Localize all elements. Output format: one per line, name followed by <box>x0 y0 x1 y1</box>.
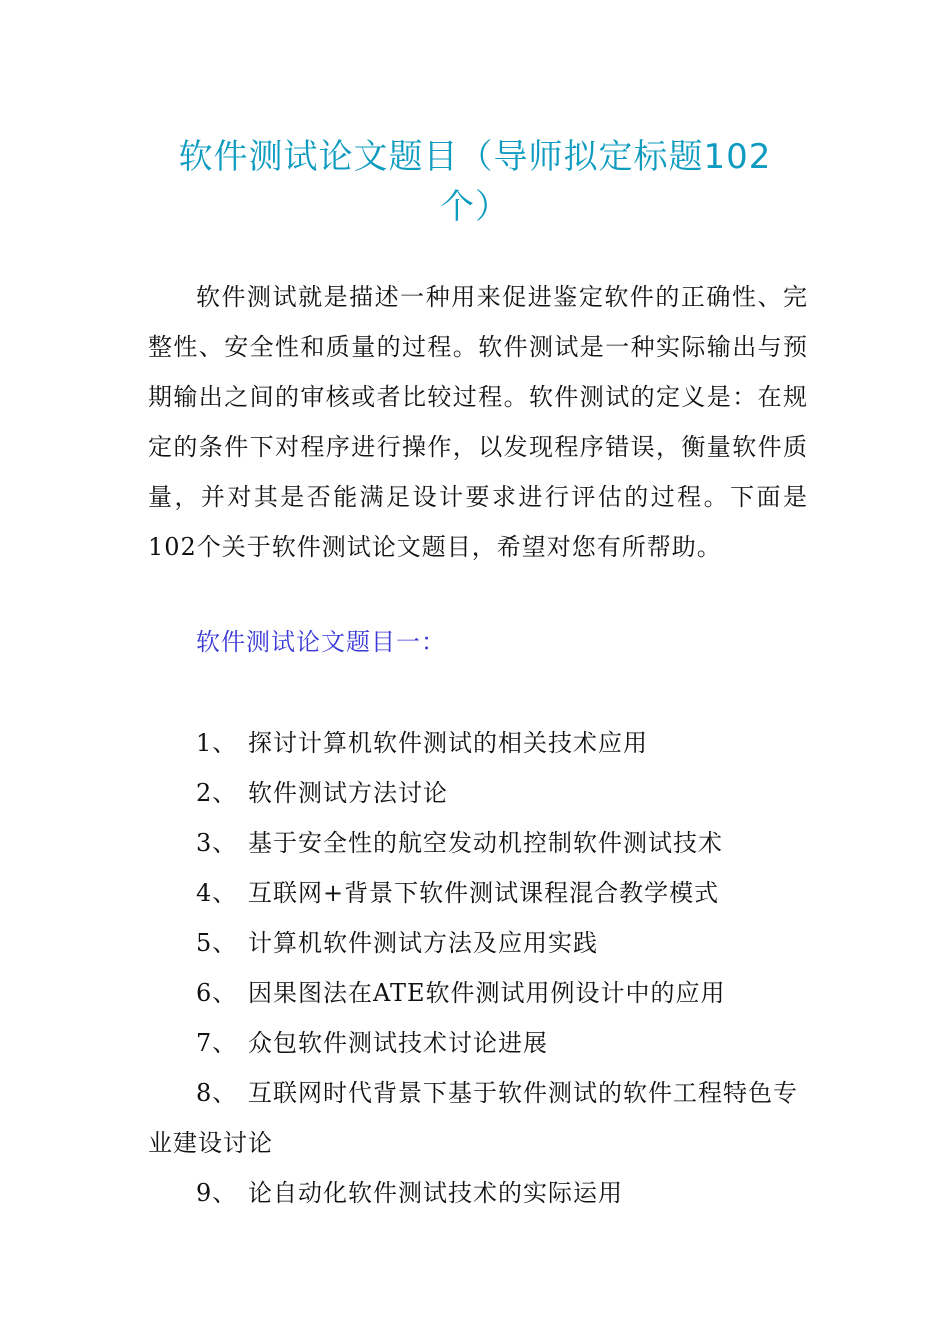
item-number: 7、 <box>196 1029 238 1057</box>
section-heading: 软件测试论文题目一： <box>196 628 446 656</box>
item-text: 基于安全性的航空发动机控制软件测试技术 <box>248 829 723 857</box>
item-text: 互联网+背景下软件测试课程混合教学模式 <box>248 879 720 907</box>
document-title <box>100 132 850 232</box>
list-item <box>148 918 808 968</box>
item-text: 计算机软件测试方法及应用实践 <box>248 929 598 957</box>
item-text: 因果图法在ATE软件测试用例设计中的应用 <box>248 979 726 1007</box>
title-line-2: 个） <box>440 187 510 227</box>
list-item <box>148 718 808 768</box>
list-item <box>148 968 808 1018</box>
topic-list <box>148 718 808 1218</box>
item-number: 1、 <box>196 729 238 757</box>
list-item <box>148 1168 808 1218</box>
list-item <box>148 768 808 818</box>
item-text: 互联网时代背景下基于软件测试的软件工程特色专业建设讨论 <box>148 1079 798 1157</box>
item-number: 2、 <box>196 779 238 807</box>
list-item <box>148 868 808 918</box>
title-line-1: 软件测试论文题目（导师拟定标题102 <box>178 137 772 177</box>
item-number: 5、 <box>196 929 238 957</box>
list-item <box>148 1068 808 1168</box>
item-number: 8、 <box>196 1079 238 1107</box>
item-text: 探讨计算机软件测试的相关技术应用 <box>248 729 648 757</box>
item-number: 3、 <box>196 829 238 857</box>
item-text: 论自动化软件测试技术的实际运用 <box>248 1179 623 1207</box>
list-item <box>148 818 808 868</box>
item-text: 众包软件测试技术讨论进展 <box>248 1029 548 1057</box>
item-number: 6、 <box>196 979 238 1007</box>
item-number: 4、 <box>196 879 238 907</box>
item-text: 软件测试方法讨论 <box>248 779 448 807</box>
item-number: 9、 <box>196 1179 238 1207</box>
list-item <box>148 1018 808 1068</box>
intro-paragraph: 软件测试就是描述一种用来促进鉴定软件的正确性、完整性、安全性和质量的过程。软件测试是一种实际输出与预期输出之间的审核或者比较过程。软件测试的定义是：在规定的条件下对程序进行操作，以发现程序错误，衡量软件质量，并对其是否能满足设计要求进行评估的过程。下面是102个关于软件测试论文题目，希望对您有所帮助。 <box>148 283 808 561</box>
